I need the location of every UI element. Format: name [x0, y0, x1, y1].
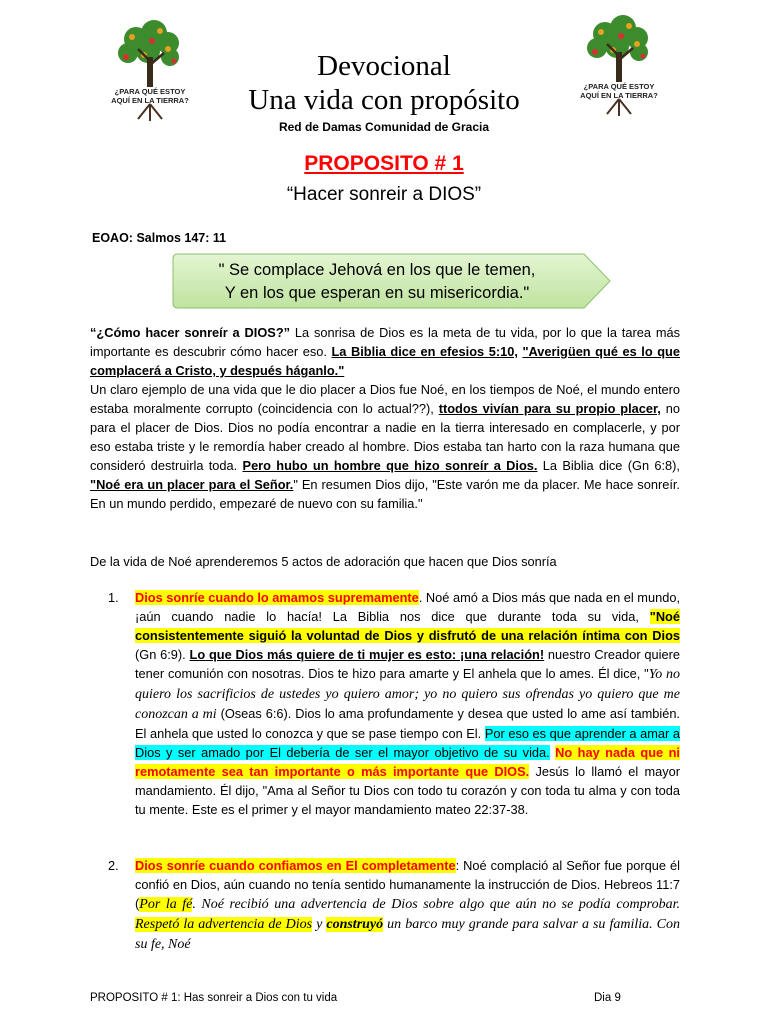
proposito-heading: PROPOSITO # 1	[304, 152, 464, 175]
title-line2: Una vida con propósito	[248, 84, 520, 116]
title-line1: Devocional	[317, 50, 451, 82]
subtitle: “Hacer sonreir a DIOS”	[286, 184, 482, 205]
quote-efesios: "Averigüen qué es lo que complacerá a Cristo, y después háganlo."	[90, 344, 680, 378]
item2-heading: Dios sonríe cuando confiamos en El completamente	[135, 858, 456, 873]
list-number-2: 2.	[108, 858, 119, 873]
organization: Red de Damas Comunidad de Gracia	[278, 120, 490, 134]
list-item-2: 2. Dios sonríe cuando confiamos en El completamente: Noé complació al Señor fue porque él confió en Dios, aún cuando no tenía sentido humanamente la instrucción de Dios. Hebreos 11:7 (Por la fé. Noé recibió una advertencia de Dios sobre algo que aún no se podía comprobar. Respetó la advertencia de Dios y construyó un barco muy grande para salvar a su familia. Con su fe, Noé	[108, 858, 680, 952]
lead-sentence: De la vida de Noé aprenderemos 5 actos de adoración que hacen que Dios sonría	[90, 554, 557, 569]
item1-heading: Dios sonríe cuando lo amamos supremamente	[135, 590, 419, 605]
verse-line2: Y en los que esperan en su misericordia."	[224, 284, 530, 302]
eoao-reference: EOAO: Salmos 147: 11	[92, 231, 227, 245]
verse-callout	[172, 253, 612, 309]
verse-line1: " Se complace Jehová en los que le temen,	[218, 261, 536, 279]
ref-efesios: La Biblia dice en efesios 5:10,	[331, 344, 518, 359]
footer-page: Dia 9	[594, 992, 621, 1004]
intro-paragraph: “¿Cómo hacer sonreír a DIOS?” La sonrisa de Dios es la meta de tu vida, por lo que la tarea más importante es descubrir cómo hacer eso. La Biblia dice en efesios 5:10, "Averigüen qué es lo que complacerá a Cristo, y después háganlo." Un claro ejemplo de una vida que le dio placer a Dios fue Noé, en los tiempos de Noé, el mundo entero estaba moralmente corrupto (coincidencia con lo actual??), ttodos vivían para su propio placer, no para el placer de Dios. Dios no podía encontrar a nadie en la tierra interesado en complacerle, y por eso estaba triste y le remordía haber creado al hombre. Dios estaba tan harto con la raza humana que consideró destruirla toda. Pero hubo un hombre que hizo sonreír a Dios. La Biblia dice (Gn 6:8), "Noé era un placer para el Señor." En resumen Dios dijo, "Este varón me da placer. Me hace sonreír. En un mundo perdido, empezaré de nuevo con su familia."	[90, 325, 681, 511]
list-item-1: 1. Dios sonríe cuando lo amamos supremamente. Noé amó a Dios más que nada en el mundo, ¡aún cuando nadie lo hacía! La Biblia nos dice que durante toda su vida, "Noé consistentemente siguió la voluntad de Dios y disfrutó de una relación íntima con Dios (Gn 6:9). Lo que Dios más quiere de ti mujer es esto: ¡una relación! nuestro Creador quiere tener comunión con nosotras. Dios te hizo para amarte y El anhela que lo ames. Él dice, "Yo no quiero los sacrificios de ustedes yo quiero amor; yo no quiero sus ofrendas yo quiero que me conozcan a mi (Oseas 6:6). Dios lo ama profundamente y desea que usted lo ame así también. El anhela que usted lo conozca y que se pase tiempo con El. Por eso es que aprender a amar a Dios y ser amado por El debería de ser el mayor objetivo de su vida. No hay nada que ni remotamente sea tan importante o más importante que DIOS. Jesús lo llamó el mayor mandamiento. Él dijo, "Ama al Señor tu Dios con todo tu corazón y con toda tu alma y con toda tu mente. Este es el primer y el mayor mandamiento mateo 22:37-38.	[108, 590, 681, 817]
logo-right-text2: AQUÍ EN LA TIERRA?	[580, 91, 658, 100]
logo-left-text2: AQUÍ EN LA TIERRA?	[111, 96, 189, 105]
logo-left-text1: ¿PARA QUÉ ESTOY	[114, 87, 186, 96]
logo-right-text1: ¿PARA QUÉ ESTOY	[583, 82, 655, 91]
list-number-1: 1.	[108, 590, 119, 605]
intro-question: “¿Cómo hacer sonreír a DIOS?”	[90, 325, 291, 340]
footer-left: PROPOSITO # 1: Has sonreir a Dios con tu vida	[90, 992, 338, 1004]
